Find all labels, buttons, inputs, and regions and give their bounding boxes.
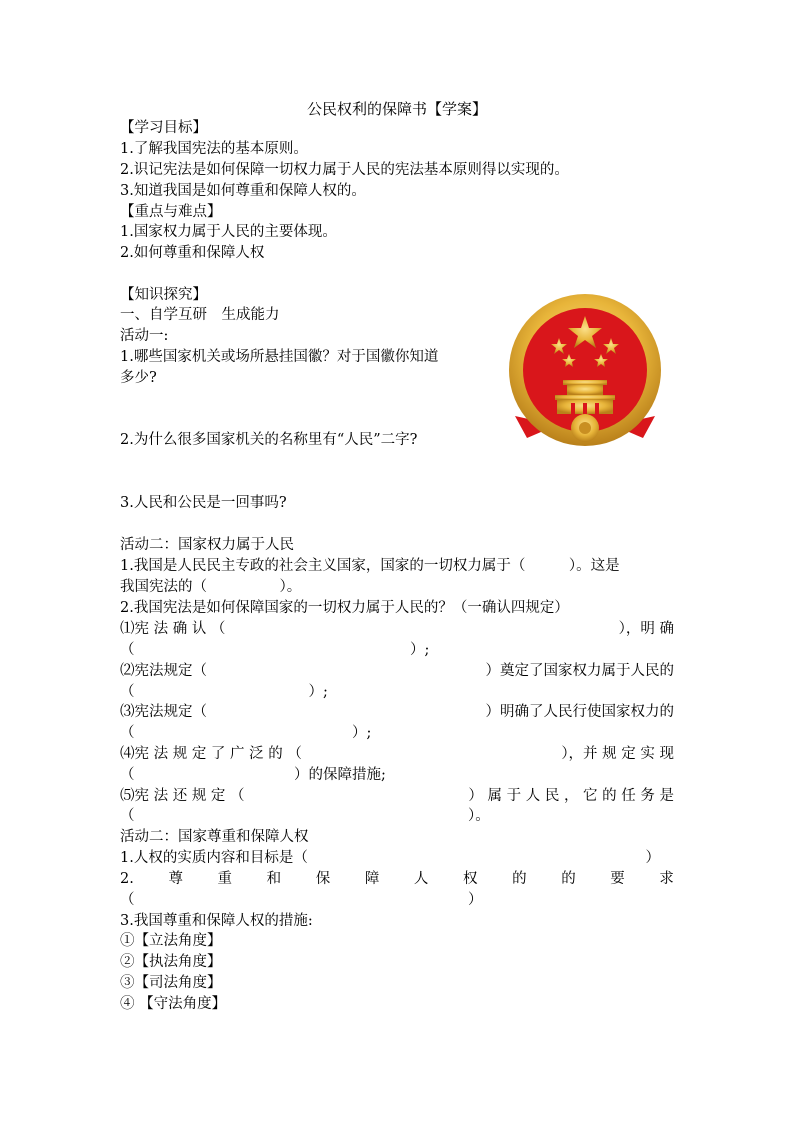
activity2-heading: 活动二：国家权力属于人民 xyxy=(120,537,294,553)
question-3: 3.人民和公民是一回事吗? xyxy=(120,495,287,511)
page-title: 公民权利的保障书【学案】 xyxy=(306,100,487,118)
measure-legislation: ①【立法角度】 xyxy=(120,933,222,949)
goal-item: 2.识记宪法是如何保障一切权力属于人民的宪法基本原则得以实现的。 xyxy=(120,162,569,178)
activity3-q1: 1.人权的实质内容和目标是（ ） xyxy=(120,850,660,866)
measure-compliance: ④ 【守法角度】 xyxy=(120,996,227,1012)
provision-5: ⑸宪 法 还 规 定 （ ） 属 于 人 民 ， 它 的 任 务 是 xyxy=(120,788,674,804)
activity2-p1-cont: 我国宪法的（ ）。 xyxy=(120,579,302,595)
measure-enforcement: ②【执法角度】 xyxy=(120,954,222,970)
goal-item: 1.了解我国宪法的基本原则。 xyxy=(120,141,308,157)
goals-heading: 【学习目标】 xyxy=(120,120,207,136)
goal-item: 3.知道我国是如何尊重和保障人权的。 xyxy=(120,183,366,199)
question-1: 1.哪些国家机关或场所悬挂国徽？对于国徽你知道 xyxy=(120,349,439,365)
key-point-item: 2.如何尊重和保障人权 xyxy=(120,245,265,261)
key-points-heading: 【重点与难点】 xyxy=(120,204,222,220)
provision-4-cont: （ ）的保障措施; xyxy=(120,767,386,783)
explore-heading: 【知识探究】 xyxy=(120,287,207,303)
provision-1: ⑴宪 法 确 认 （ ），明 确 xyxy=(120,621,674,637)
national-emblem-image xyxy=(497,288,673,460)
provision-3-cont: （ ）; xyxy=(120,725,372,741)
provision-3: ⑶宪法规定（ ）明确了人民行使国家权力的 xyxy=(120,704,674,720)
question-1-cont: 多少? xyxy=(120,370,157,386)
activity3-q3: 3.我国尊重和保障人权的措施: xyxy=(120,913,313,929)
activity3-q2-cont: （ ） xyxy=(120,892,483,908)
activity2-p2: 2.我国宪法是如何保障国家的一切权力属于人民的？（一确认四规定） xyxy=(120,600,569,616)
provision-2-cont: （ ）; xyxy=(120,684,328,700)
activity2-p1: 1.我国是人民民主专政的社会主义国家，国家的一切权力属于（ ）。这是 xyxy=(120,558,620,574)
question-2: 2.为什么很多国家机关的名称里有“人民”二字? xyxy=(120,432,418,448)
section-heading: 一、自学互研 生成能力 xyxy=(120,307,280,323)
key-point-item: 1.国家权力属于人民的主要体现。 xyxy=(120,224,337,240)
provision-4: ⑷宪 法 规 定 了 广 泛 的 （ ），并 规 定 实 现 xyxy=(120,746,674,762)
measure-judicial: ③【司法角度】 xyxy=(120,975,222,991)
activity3-heading: 活动二：国家尊重和保障人权 xyxy=(120,829,309,845)
provision-2: ⑵宪法规定（ ）奠定了国家权力属于人民的 xyxy=(120,663,674,679)
provision-5-cont: （ ）。 xyxy=(120,808,490,824)
activity1-heading: 活动一: xyxy=(120,328,169,344)
activity3-q2: 2. 尊 重 和 保 障 人 权 的 的 要 求 xyxy=(120,871,674,887)
provision-1-cont: （ ）; xyxy=(120,642,430,658)
